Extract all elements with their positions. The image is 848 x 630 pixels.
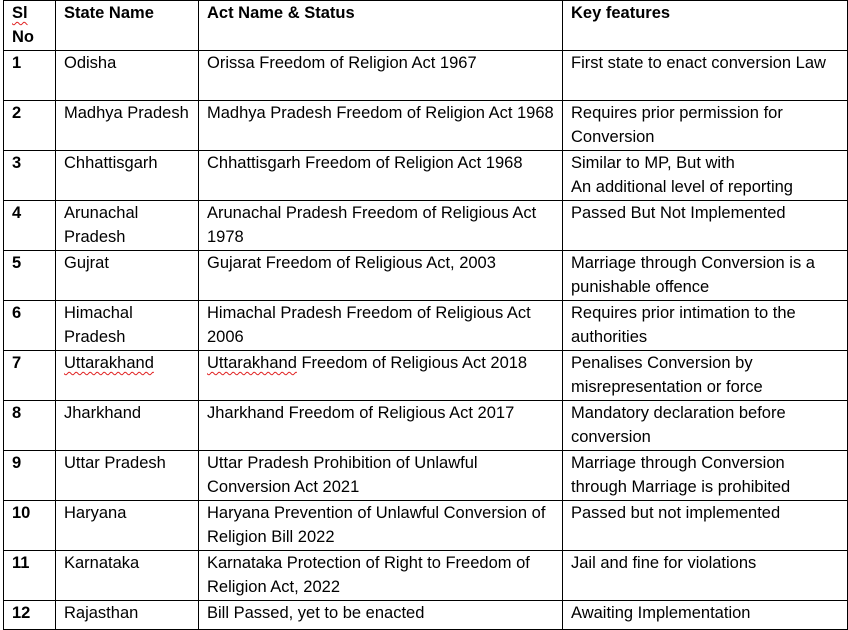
key-features-line-2: An additional level of reporting xyxy=(571,178,793,196)
header-sl-no xyxy=(4,1,56,51)
state-name-cell: Haryana xyxy=(56,501,199,551)
sl-no-cell: 6 xyxy=(4,301,56,351)
table-row xyxy=(4,51,848,101)
act-name-cell: Gujarat Freedom of Religious Act, 2003 xyxy=(199,251,563,301)
key-features-cell: Awaiting Implementation xyxy=(563,601,848,630)
sl-no-cell: 4 xyxy=(4,201,56,251)
table-row xyxy=(4,101,848,151)
header-sl: Sl xyxy=(12,4,28,22)
header-state-name: State Name xyxy=(56,1,199,51)
key-features-cell xyxy=(563,151,848,201)
key-features-cell: Penalises Conversion by misrepresentation or force xyxy=(563,351,848,401)
state-name-cell: Gujrat xyxy=(56,251,199,301)
key-features-cell: Jail and fine for violations xyxy=(563,551,848,601)
act-name-rest: Freedom of Religious Act 2018 xyxy=(296,354,528,372)
table-row xyxy=(4,151,848,201)
sl-no-cell: 11 xyxy=(4,551,56,601)
key-features-cell: Marriage through Conversion is a punishable offence xyxy=(563,251,848,301)
header-no: No xyxy=(12,28,34,46)
act-name-first-word: Uttarakhand xyxy=(207,354,297,372)
sl-no-cell: 8 xyxy=(4,401,56,451)
state-name-cell: Arunachal Pradesh xyxy=(56,201,199,251)
act-name-cell: Himachal Pradesh Freedom of Religious Act 2006 xyxy=(199,301,563,351)
key-features-line-1: Similar to MP, But with xyxy=(571,154,735,172)
state-name-cell: Rajasthan xyxy=(56,601,199,630)
sl-no-cell: 1 xyxy=(4,51,56,101)
table-row xyxy=(4,401,848,451)
state-name-cell: Uttar Pradesh xyxy=(56,451,199,501)
table-row xyxy=(4,601,848,630)
table-row xyxy=(4,251,848,301)
state-name-cell: Madhya Pradesh xyxy=(56,101,199,151)
header-key-features: Key features xyxy=(563,1,848,51)
state-name-text: Uttarakhand xyxy=(64,354,154,372)
sl-no-cell: 12 xyxy=(4,601,56,630)
act-name-cell: Bill Passed, yet to be enacted xyxy=(199,601,563,630)
sl-no-cell: 5 xyxy=(4,251,56,301)
conversion-laws-table xyxy=(3,0,848,630)
key-features-cell: Mandatory declaration before conversion xyxy=(563,401,848,451)
sl-no-cell: 9 xyxy=(4,451,56,501)
act-name-cell: Orissa Freedom of Religion Act 1967 xyxy=(199,51,563,101)
sl-no-cell: 10 xyxy=(4,501,56,551)
state-name-cell: Karnataka xyxy=(56,551,199,601)
key-features-cell: Requires prior permission for Conversion xyxy=(563,101,848,151)
state-name-cell xyxy=(56,351,199,401)
sl-no-cell: 2 xyxy=(4,101,56,151)
act-name-cell: Uttar Pradesh Prohibition of Unlawful Conversion Act 2021 xyxy=(199,451,563,501)
state-name-cell: Chhattisgarh xyxy=(56,151,199,201)
table-row xyxy=(4,301,848,351)
key-features-cell: Marriage through Conversion through Marriage is prohibited xyxy=(563,451,848,501)
key-features-cell: Requires prior intimation to the authorities xyxy=(563,301,848,351)
sl-no-cell: 3 xyxy=(4,151,56,201)
state-name-cell: Jharkhand xyxy=(56,401,199,451)
header-act-name-status: Act Name & Status xyxy=(199,1,563,51)
table-row xyxy=(4,501,848,551)
table-row xyxy=(4,451,848,501)
header-row xyxy=(4,1,848,51)
sl-no-cell: 7 xyxy=(4,351,56,401)
act-name-cell: Haryana Prevention of Unlawful Conversion of Religion Bill 2022 xyxy=(199,501,563,551)
act-name-cell: Madhya Pradesh Freedom of Religion Act 1968 xyxy=(199,101,563,151)
act-name-cell xyxy=(199,351,563,401)
table-row xyxy=(4,351,848,401)
act-name-cell: Chhattisgarh Freedom of Religion Act 1968 xyxy=(199,151,563,201)
act-name-cell: Jharkhand Freedom of Religious Act 2017 xyxy=(199,401,563,451)
act-name-cell: Karnataka Protection of Right to Freedom of Religion Act, 2022 xyxy=(199,551,563,601)
act-name-cell: Arunachal Pradesh Freedom of Religious Act 1978 xyxy=(199,201,563,251)
table-row xyxy=(4,551,848,601)
key-features-cell: Passed but not implemented xyxy=(563,501,848,551)
table-row xyxy=(4,201,848,251)
key-features-cell: Passed But Not Implemented xyxy=(563,201,848,251)
state-name-cell: Himachal Pradesh xyxy=(56,301,199,351)
key-features-cell: First state to enact conversion Law xyxy=(563,51,848,101)
state-name-cell: Odisha xyxy=(56,51,199,101)
